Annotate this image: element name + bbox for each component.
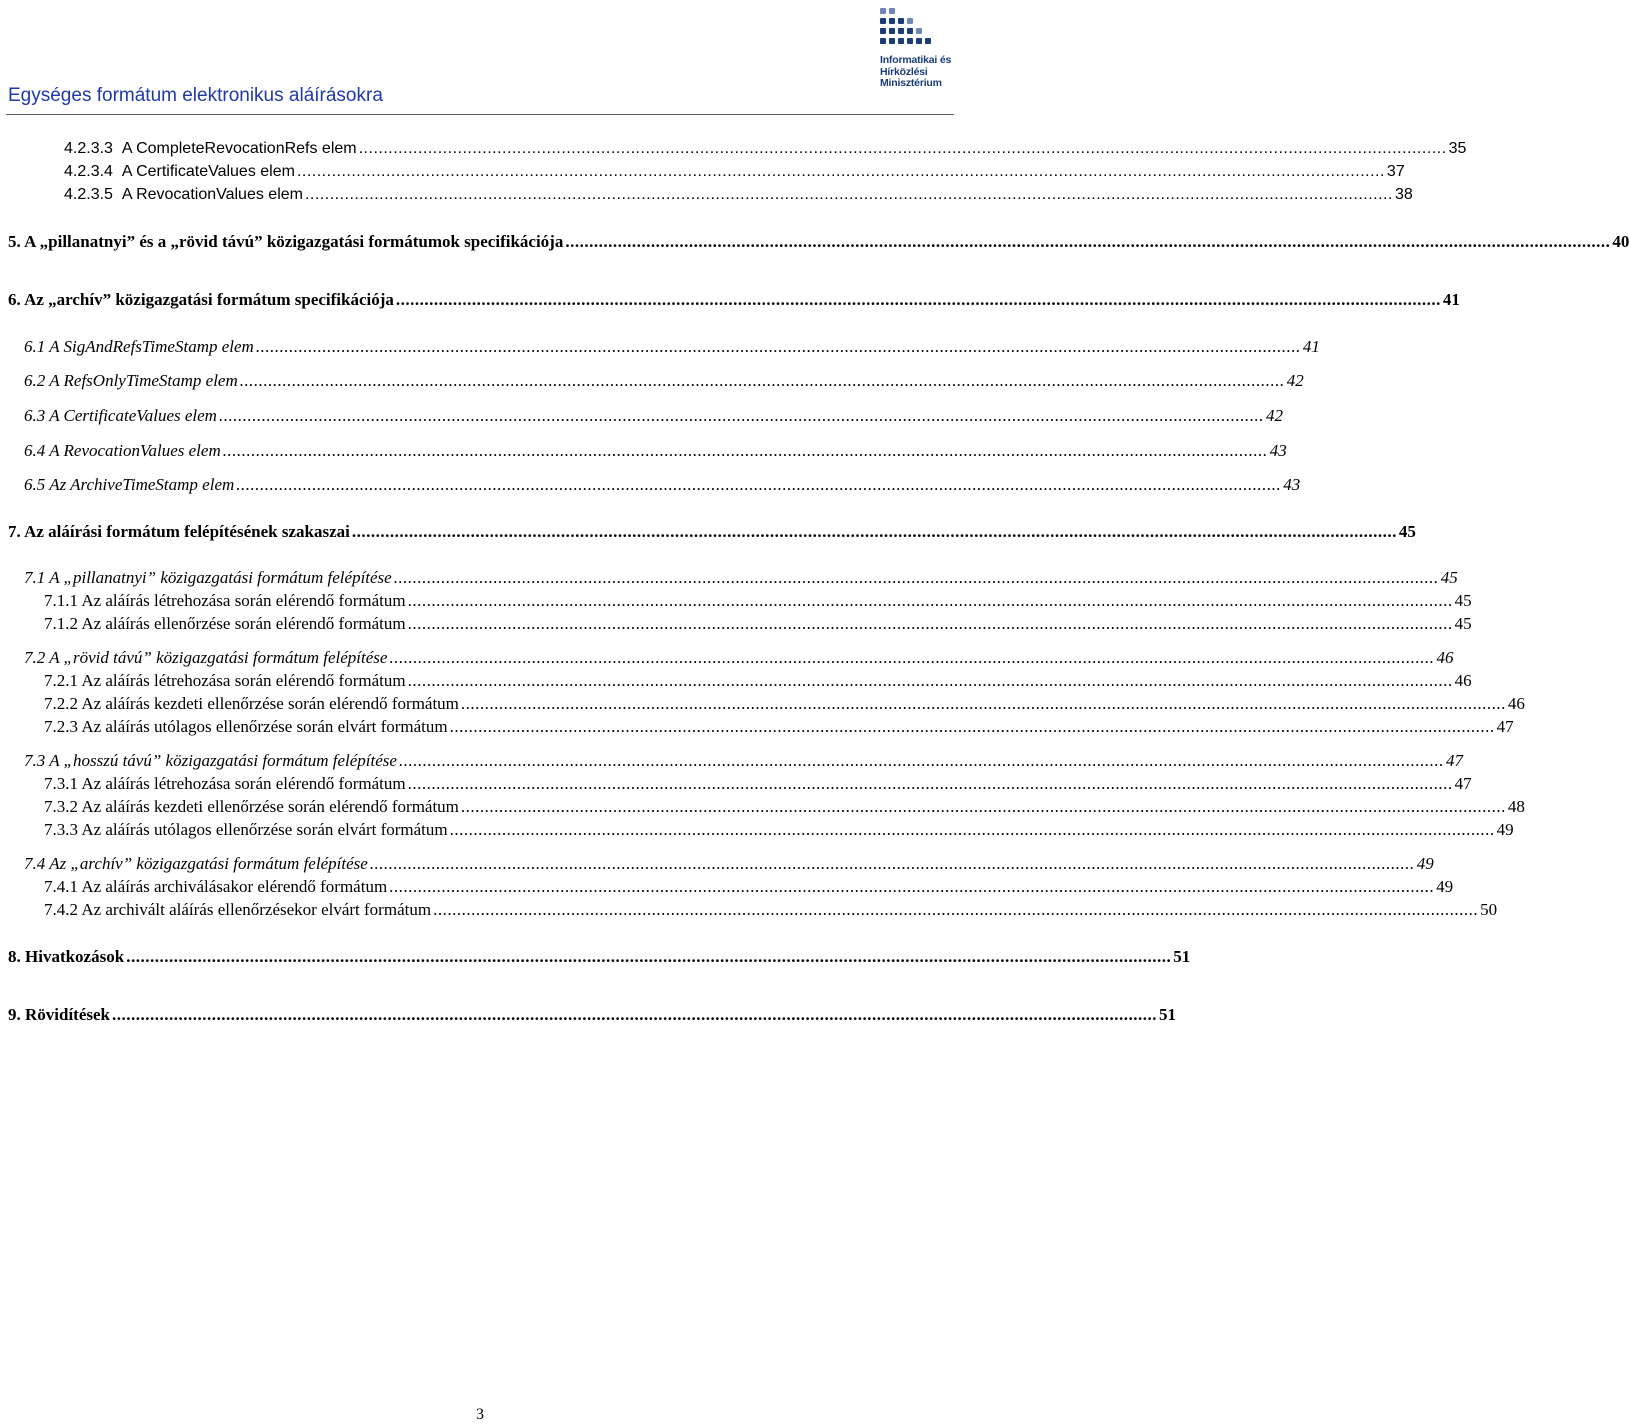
toc-entry[interactable] — [24, 336, 1320, 358]
toc-entry[interactable] — [44, 819, 1514, 841]
toc-leader: ............................................................................................................................................................................................................................ — [389, 877, 1435, 896]
toc-leader: ............................................................................................................................................................................................................................ — [358, 140, 1447, 157]
toc-entry-title: 7.1.1 Az aláírás létrehozása során elérendő formátum — [44, 591, 406, 610]
toc-leader: ............................................................................................................................................................................................................................ — [398, 751, 1444, 770]
toc-entry[interactable] — [44, 613, 1472, 635]
logo-dot — [880, 38, 886, 44]
toc-entry-title: 6.1 A SigAndRefsTimeStamp elem — [24, 337, 254, 356]
logo-dot — [889, 28, 895, 34]
toc-leader: ............................................................................................................................................................................................................................ — [449, 717, 1495, 736]
toc-entry[interactable] — [24, 405, 1283, 427]
toc-leader: ............................................................................................................................................................................................................................ — [460, 797, 1506, 816]
toc-page-number: 49 — [1496, 820, 1514, 839]
toc-entry[interactable] — [44, 693, 1525, 715]
page-number: 3 — [476, 1406, 484, 1423]
toc-entry[interactable] — [44, 796, 1525, 818]
toc-page-number: 46 — [1507, 694, 1525, 713]
logo-dot — [880, 28, 886, 34]
toc-entry-title: 7.4.1 Az aláírás archiválásakor elérendő formátum — [44, 877, 388, 896]
ministry-logo — [880, 8, 952, 98]
toc-leader: ............................................................................................................................................................................................................................ — [236, 475, 1282, 494]
logo-dot — [925, 38, 931, 44]
logo-text — [880, 55, 951, 90]
toc-page-number: 49 — [1436, 877, 1454, 896]
toc-page-number: 35 — [1448, 140, 1467, 157]
toc-entry[interactable] — [24, 440, 1287, 462]
toc-page-number: 51 — [1159, 1005, 1176, 1024]
toc-leader: ............................................................................................................................................................................................................................ — [296, 163, 1385, 180]
toc-entry[interactable] — [24, 474, 1301, 496]
toc-entry-title: 5. A „pillanatnyi” és a „rövid távú” közigazgatási formátumok specifikációja — [8, 232, 564, 251]
header-rule — [6, 114, 954, 115]
logo-dot — [889, 8, 895, 14]
toc-page-number: 47 — [1445, 751, 1463, 770]
toc-entry-title: 7.4 Az „archív” közigazgatási formátum felépítése — [24, 854, 368, 873]
toc-leader: ............................................................................................................................................................................................................................ — [407, 591, 1453, 610]
toc-page-number: 46 — [1454, 671, 1472, 690]
toc-entry-title: 7.4.2 Az archivált aláírás ellenőrzésekor elvárt formátum — [44, 900, 432, 919]
toc-entry[interactable] — [44, 773, 1472, 795]
toc-entry-title: 7.3.3 Az aláírás utólagos ellenőrzése során elvárt formátum — [44, 820, 448, 839]
toc-page-number: 47 — [1454, 774, 1472, 793]
toc-leader: ............................................................................................................................................................................................................................ — [112, 1005, 1157, 1024]
toc-entry-title: 6.5 Az ArchiveTimeStamp elem — [24, 475, 235, 494]
toc-entry[interactable] — [24, 647, 1454, 669]
toc-entry[interactable] — [8, 946, 1191, 968]
toc-entry-title: 6.4 A RevocationValues elem — [24, 441, 221, 460]
logo-line-1: Informatikai és — [880, 54, 952, 66]
toc-page-number: 45 — [1440, 568, 1458, 587]
toc-entry-title: 7.2.1 Az aláírás létrehozása során elérendő formátum — [44, 671, 406, 690]
logo-line-3: Minisztérium — [880, 77, 942, 89]
toc-leader: ............................................................................................................................................................................................................................ — [460, 694, 1506, 713]
toc-leader: ............................................................................................................................................................................................................................ — [407, 671, 1453, 690]
toc-page-number: 42 — [1286, 371, 1304, 390]
toc-entry[interactable] — [8, 1004, 1176, 1026]
logo-dot — [889, 38, 895, 44]
toc-entry[interactable] — [64, 138, 1467, 160]
toc-entry-title: 7.2.3 Az aláírás utólagos ellenőrzése során elvárt formátum — [44, 717, 448, 736]
toc-entry-title: 7.3 A „hosszú távú” közigazgatási formátum felépítése — [24, 751, 397, 770]
toc-page-number: 43 — [1269, 441, 1287, 460]
toc-entry-title: 6.3 A CertificateValues elem — [24, 406, 217, 425]
toc-entry-title: 7.1.2 Az aláírás ellenőrzése során elérendő formátum — [44, 614, 406, 633]
toc-entry[interactable] — [44, 716, 1514, 738]
toc-entry-title: 7.2 A „rövid távú” közigazgatási formátum felépítése — [24, 648, 388, 667]
toc-page-number: 47 — [1496, 717, 1514, 736]
toc-leader: ............................................................................................................................................................................................................................ — [407, 774, 1453, 793]
toc-entry-title: 7.1 A „pillanatnyi” közigazgatási formátum felépítése — [24, 568, 392, 587]
toc-entry-title: 7. Az aláírási formátum felépítésének szakaszai — [8, 522, 350, 541]
toc-leader: ............................................................................................................................................................................................................................ — [395, 290, 1441, 309]
toc-leader: ............................................................................................................................................................................................................................ — [433, 900, 1479, 919]
toc-entry[interactable] — [44, 899, 1498, 921]
toc-entry[interactable] — [24, 853, 1434, 875]
toc-entry-title: 7.3.2 Az aláírás kezdeti ellenőrzése során elérendő formátum — [44, 797, 459, 816]
toc-entry-title: 4.2.3.3 A CompleteRevocationRefs elem — [64, 140, 357, 157]
logo-dot — [880, 8, 886, 14]
toc-entry[interactable] — [24, 370, 1304, 392]
toc-page-number: 43 — [1283, 475, 1301, 494]
toc-page-number: 50 — [1480, 900, 1498, 919]
toc-entry[interactable] — [8, 289, 1460, 311]
toc-page-number: 51 — [1173, 947, 1191, 966]
toc-page-number: 38 — [1394, 186, 1413, 203]
toc-page-number: 37 — [1386, 163, 1405, 180]
toc-entry-title: 6.2 A RefsOnlyTimeStamp elem — [24, 371, 238, 390]
logo-dot — [907, 38, 913, 44]
toc-leader: ............................................................................................................................................................................................................................ — [222, 441, 1268, 460]
document-title: Egységes formátum elektronikus aláírásokra — [8, 85, 383, 106]
toc-entry-title: 4.2.3.5 A RevocationValues elem — [64, 186, 303, 203]
toc-leader: ............................................................................................................................................................................................................................ — [449, 820, 1495, 839]
toc-entry[interactable] — [8, 521, 1416, 543]
toc-entry[interactable] — [44, 876, 1454, 898]
toc-leader: ............................................................................................................................................................................................................................ — [407, 614, 1453, 633]
toc-entry[interactable] — [64, 184, 1413, 206]
toc-page-number: 48 — [1507, 797, 1525, 816]
toc-entry[interactable] — [44, 670, 1472, 692]
logo-dot — [907, 28, 913, 34]
logo-dot — [898, 28, 904, 34]
toc-entry-title: 7.3.1 Az aláírás létrehozása során elérendő formátum — [44, 774, 406, 793]
toc-leader: ............................................................................................................................................................................................................................ — [304, 186, 1393, 203]
logo-dot — [898, 38, 904, 44]
toc-page-number: 41 — [1442, 290, 1460, 309]
logo-dot — [907, 18, 913, 24]
toc-leader: ............................................................................................................................................................................................................................ — [369, 854, 1415, 873]
toc-leader: ............................................................................................................................................................................................................................ — [351, 522, 1397, 541]
toc-leader: ............................................................................................................................................................................................................................ — [393, 568, 1439, 587]
toc-entry[interactable] — [8, 231, 1629, 253]
toc-entry[interactable] — [24, 567, 1458, 589]
toc-page-number: 46 — [1436, 648, 1454, 667]
toc-entry-title: 9. Rövidítések — [8, 1005, 110, 1024]
logo-dot — [916, 38, 922, 44]
toc-page-number: 45 — [1454, 591, 1472, 610]
toc-page-number: 40 — [1612, 232, 1629, 251]
toc-leader: ............................................................................................................................................................................................................................ — [565, 232, 1611, 251]
logo-dot — [898, 18, 904, 24]
toc-page-number: 45 — [1398, 522, 1416, 541]
toc-page-number: 41 — [1302, 337, 1320, 356]
toc-page-number: 45 — [1454, 614, 1472, 633]
toc-leader: ............................................................................................................................................................................................................................ — [239, 371, 1285, 390]
toc-leader: ............................................................................................................................................................................................................................ — [255, 337, 1301, 356]
logo-dot — [889, 18, 895, 24]
logo-dot — [880, 18, 886, 24]
toc-leader: ............................................................................................................................................................................................................................ — [389, 648, 1435, 667]
toc-page-number: 42 — [1265, 406, 1283, 425]
logo-dot — [916, 28, 922, 34]
toc-entry[interactable] — [24, 750, 1463, 772]
toc-entry-title: 8. Hivatkozások — [8, 947, 125, 966]
toc-entry[interactable] — [44, 590, 1472, 612]
toc-entry-title: 7.2.2 Az aláírás kezdeti ellenőrzése során elérendő formátum — [44, 694, 459, 713]
toc-page-number: 49 — [1416, 854, 1434, 873]
toc-entry[interactable] — [64, 161, 1405, 183]
toc-entry-title: 4.2.3.4 A CertificateValues elem — [64, 163, 295, 180]
toc-entry-title: 6. Az „archív” közigazgatási formátum specifikációja — [8, 290, 394, 309]
toc-leader: ............................................................................................................................................................................................................................ — [126, 947, 1172, 966]
toc-leader: ............................................................................................................................................................................................................................ — [218, 406, 1264, 425]
logo-line-2: Hírközlési — [880, 65, 928, 78]
